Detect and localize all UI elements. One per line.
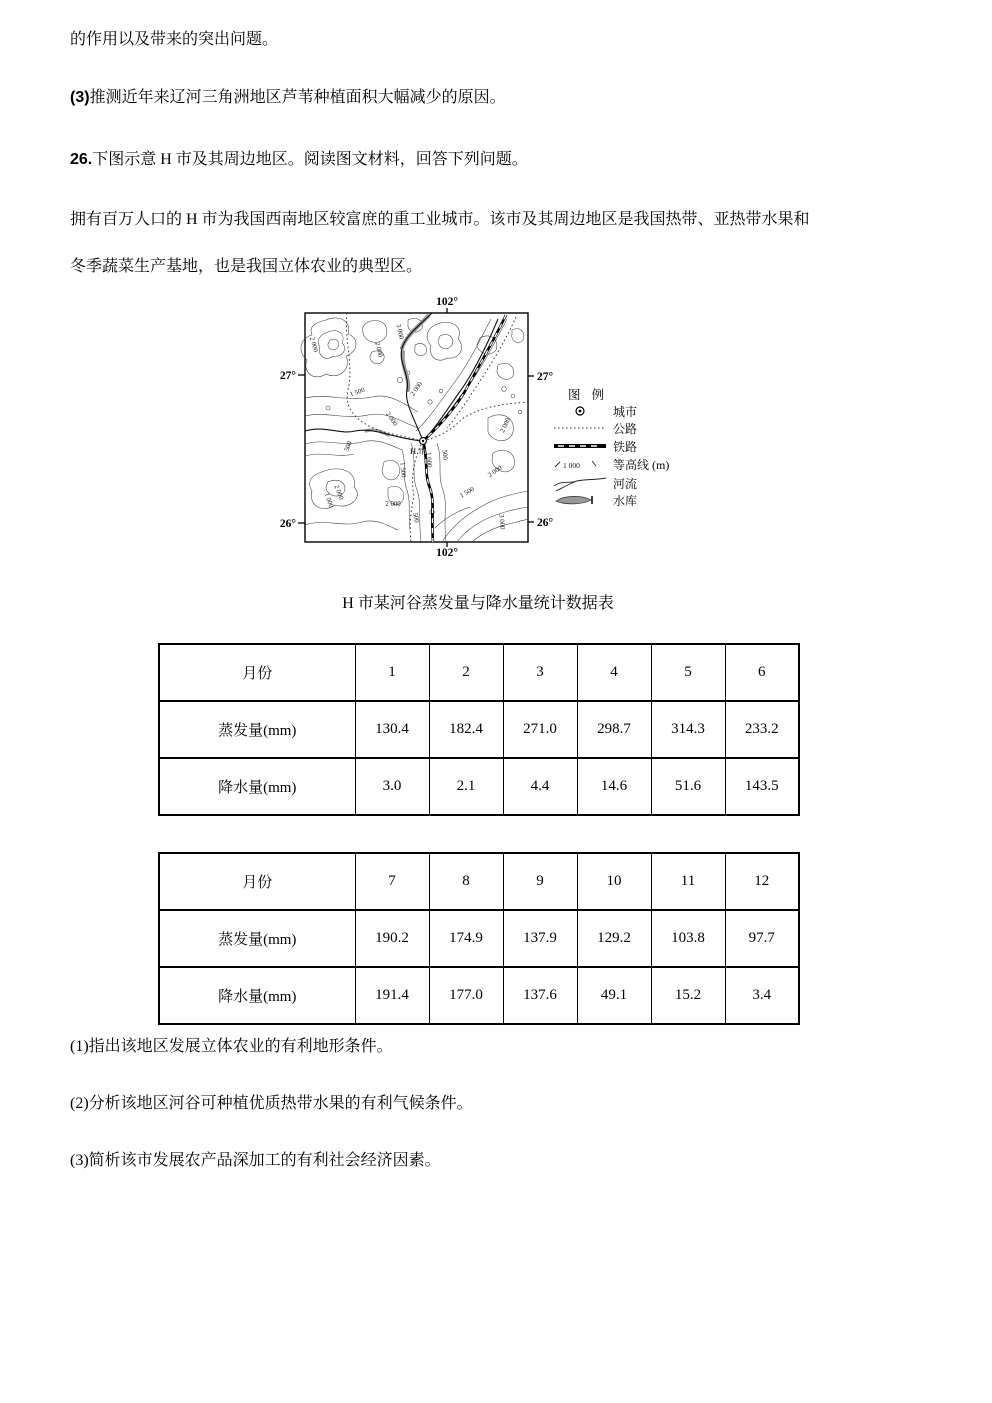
table-cell: 3.4 [725, 967, 799, 1024]
svg-text:500: 500 [343, 440, 354, 453]
question-26-number: 26. [70, 151, 93, 168]
table-cell: 191.4 [355, 967, 429, 1024]
table-cell: 190.2 [355, 910, 429, 967]
sub-question-2: (2)分析该地区河谷可种植优质热带水果的有利气候条件。 [70, 1095, 473, 1112]
legend-reservoir-icon [556, 496, 592, 504]
table-cell: 298.7 [577, 701, 651, 758]
table-row [159, 701, 799, 758]
legend-city-icon [576, 407, 584, 415]
table-cell: 5 [651, 644, 725, 701]
table-cell: 8 [429, 853, 503, 910]
table-cell: 271.0 [503, 701, 577, 758]
question-26-stem [70, 148, 922, 172]
material-line-1: 拥有百万人口的 H 市为我国西南地区较富庶的重工业城市。该市及其周边地区是我国热带、亚热带水果和 [70, 211, 810, 228]
table-row-label: 蒸发量(mm) [159, 910, 355, 967]
question-26-text: 下图示意 H 市及其周边地区。阅读图文材料，回答下列问题。 [92, 151, 528, 168]
svg-text:500: 500 [411, 512, 420, 524]
table-cell: 174.9 [429, 910, 503, 967]
railway [423, 315, 506, 542]
longitude-label-bottom: 102° [436, 547, 458, 559]
sub-question-1: (1)指出该地区发展立体农业的有利地形条件。 [70, 1038, 393, 1055]
table-row [159, 853, 799, 910]
material-line-2: 冬季蔬菜生产基地，也是我国立体农业的典型区。 [70, 258, 423, 275]
question-25-3 [70, 86, 922, 110]
paragraph-intro [70, 28, 922, 52]
contour-map-figure [280, 290, 680, 562]
table-cell: 10 [577, 853, 651, 910]
table-cell: 314.3 [651, 701, 725, 758]
table-cell: 103.8 [651, 910, 725, 967]
table-cell: 143.5 [725, 758, 799, 815]
svg-text:2 000: 2 000 [332, 484, 345, 501]
table-cell: 137.6 [503, 967, 577, 1024]
svg-text:2 000: 2 000 [383, 410, 399, 428]
table-cell: 49.1 [577, 967, 651, 1024]
svg-text:2 000: 2 000 [486, 464, 504, 480]
table-row-label: 蒸发量(mm) [159, 701, 355, 758]
legend-title: 图 例 [568, 388, 609, 402]
table-row [159, 758, 799, 815]
table-title: H 市某河谷蒸发量与降水量统计数据表 [342, 595, 614, 612]
question-26-material [70, 196, 922, 290]
svg-text:2 000: 2 000 [373, 341, 384, 358]
svg-text:1 500: 1 500 [349, 386, 366, 399]
question-25-3-marker: (3) [70, 89, 90, 106]
city-label: H 市 [410, 446, 427, 456]
table-cell: 3 [503, 644, 577, 701]
table-cell: 2 [429, 644, 503, 701]
latitude-label-left-26: 26° [280, 518, 296, 530]
sub-question-3: (3)简析该市发展农产品深加工的有利社会经济因素。 [70, 1152, 441, 1169]
svg-text:1 500: 1 500 [458, 485, 476, 500]
table-cell: 233.2 [725, 701, 799, 758]
climate-table-jul-dec [158, 852, 800, 1025]
table-header-month: 月份 [159, 644, 355, 701]
table-cell: 9 [503, 853, 577, 910]
table-row-label: 降水量(mm) [159, 967, 355, 1024]
latitude-label-left-27: 27° [280, 370, 296, 382]
table-cell: 6 [725, 644, 799, 701]
legend-item-contour: 等高线 (m) [613, 458, 670, 472]
graticule-ticks [298, 308, 534, 547]
svg-text:2 000: 2 000 [308, 336, 319, 353]
table-cell: 51.6 [651, 758, 725, 815]
table-cell: 1 [355, 644, 429, 701]
table-cell: 130.4 [355, 701, 429, 758]
table-cell: 14.6 [577, 758, 651, 815]
svg-text:1 000: 1 000 [563, 461, 580, 470]
question-25-3-text: 推测近年来辽河三角洲地区芦苇种植面积大幅减少的原因。 [89, 89, 506, 106]
city-marker [420, 438, 427, 445]
legend-item-railway: 铁路 [613, 440, 638, 454]
svg-text:2 000: 2 000 [409, 380, 425, 398]
table-cell: 137.9 [503, 910, 577, 967]
table-cell: 182.4 [429, 701, 503, 758]
table-cell: 129.2 [577, 910, 651, 967]
legend-contour-icon [555, 461, 596, 470]
table-cell: 3.0 [355, 758, 429, 815]
legend-item-river: 河流 [613, 477, 638, 491]
svg-text:2 000: 2 000 [385, 501, 401, 508]
table-row-label: 降水量(mm) [159, 758, 355, 815]
table-row [159, 910, 799, 967]
svg-text:500: 500 [440, 449, 449, 461]
table-cell: 11 [651, 853, 725, 910]
paragraph-intro-text: 的作用以及带来的突出问题。 [70, 31, 279, 48]
contour-lines [301, 318, 528, 542]
table-cell: 4 [577, 644, 651, 701]
table-header-month: 月份 [159, 853, 355, 910]
table-cell: 2.1 [429, 758, 503, 815]
longitude-label-top: 102° [436, 296, 458, 308]
svg-text:1 500: 1 500 [398, 461, 407, 478]
table-row [159, 967, 799, 1024]
table-cell: 15.2 [651, 967, 725, 1024]
svg-text:2 000: 2 000 [499, 416, 513, 434]
svg-text:3 000: 3 000 [394, 323, 405, 340]
map-legend [554, 387, 669, 508]
latitude-label-right-26: 26° [537, 517, 554, 529]
table-cell: 177.0 [429, 967, 503, 1024]
climate-table-jan-jun [158, 643, 800, 816]
legend-river-icon [554, 478, 606, 491]
legend-item-city: 城市 [613, 405, 638, 419]
table-cell: 4.4 [503, 758, 577, 815]
table-row [159, 644, 799, 701]
table-cell: 97.7 [725, 910, 799, 967]
svg-text:3 000: 3 000 [497, 513, 506, 530]
legend-item-reservoir: 水库 [613, 494, 638, 508]
table-cell: 7 [355, 853, 429, 910]
legend-item-road: 公路 [613, 422, 638, 436]
svg-text:1 000: 1 000 [424, 451, 433, 468]
latitude-label-right-27: 27° [537, 371, 554, 383]
svg-text:1 000: 1 000 [322, 492, 335, 509]
contour-map-svg [280, 290, 680, 562]
table-cell: 12 [725, 853, 799, 910]
